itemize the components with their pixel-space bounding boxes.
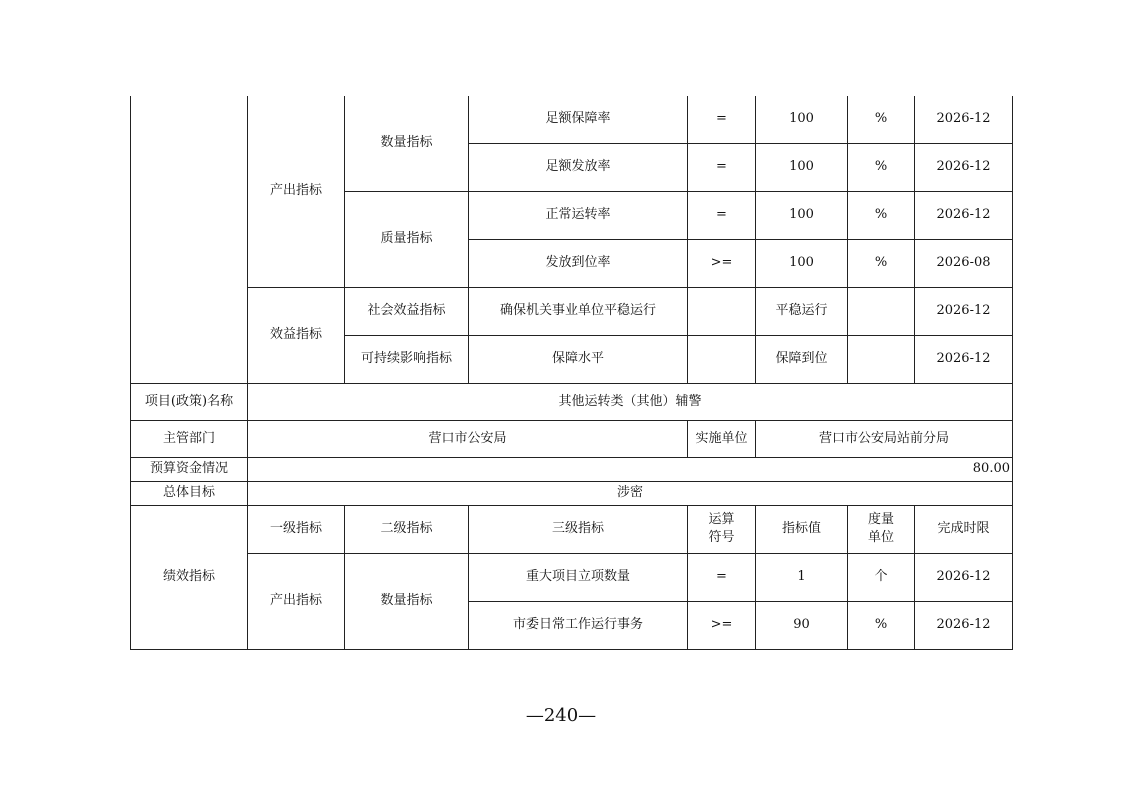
benefit-indicator-cell: 效益指标	[248, 287, 345, 383]
dept-value: 营口市公安局	[248, 420, 688, 457]
quantity-indicator-cell: 数量指标	[345, 553, 469, 649]
perf-label: 绩效指标	[131, 505, 248, 649]
header-level3: 三级指标	[469, 505, 688, 553]
operator: =	[688, 191, 756, 239]
budget-label: 预算资金情况	[131, 457, 248, 481]
deadline: 2026-12	[915, 143, 1013, 191]
indicator-value: 100	[756, 143, 848, 191]
social-benefit-cell: 社会效益指标	[345, 287, 469, 335]
operator	[688, 335, 756, 383]
unit: %	[848, 143, 915, 191]
unit: %	[848, 601, 915, 649]
deadline: 2026-12	[915, 335, 1013, 383]
header-unit: 度量 单位	[848, 505, 915, 553]
unit	[848, 287, 915, 335]
operator: =	[688, 96, 756, 143]
indicator-value: 1	[756, 553, 848, 601]
impl-label: 实施单位	[688, 420, 756, 457]
operator: =	[688, 553, 756, 601]
deadline: 2026-12	[915, 96, 1013, 143]
indicator-value: 保障到位	[756, 335, 848, 383]
indicator-value: 90	[756, 601, 848, 649]
third-indicator: 市委日常工作运行事务	[469, 601, 688, 649]
indicator-value: 100	[756, 96, 848, 143]
deadline: 2026-12	[915, 287, 1013, 335]
third-indicator: 重大项目立项数量	[469, 553, 688, 601]
unit: %	[848, 96, 915, 143]
deadline: 2026-12	[915, 191, 1013, 239]
deadline: 2026-12	[915, 601, 1013, 649]
deadline: 2026-12	[915, 553, 1013, 601]
third-indicator: 保障水平	[469, 335, 688, 383]
third-indicator: 发放到位率	[469, 239, 688, 287]
project-name-value: 其他运转类（其他）辅警	[248, 383, 1013, 420]
page-number: —240—	[525, 705, 597, 726]
third-indicator: 足额保障率	[469, 96, 688, 143]
project-name-label: 项目(政策)名称	[131, 383, 248, 420]
header-deadline: 完成时限	[915, 505, 1013, 553]
header-level1: 一级指标	[248, 505, 345, 553]
impl-value: 营口市公安局站前分局	[756, 420, 1013, 457]
unit: 个	[848, 553, 915, 601]
output-indicator-cell: 产出指标	[248, 553, 345, 649]
quantity-indicator-cell: 数量指标	[345, 96, 469, 191]
output-indicator-cell: 产出指标	[248, 96, 345, 287]
goal-label: 总体目标	[131, 481, 248, 505]
unit: %	[848, 239, 915, 287]
goal-value: 涉密	[248, 481, 1013, 505]
deadline: 2026-08	[915, 239, 1013, 287]
indicator-value: 100	[756, 239, 848, 287]
indicator-value: 100	[756, 191, 848, 239]
third-indicator: 正常运转率	[469, 191, 688, 239]
header-level2: 二级指标	[345, 505, 469, 553]
operator: >=	[688, 601, 756, 649]
performance-table	[130, 96, 1013, 650]
blank-continuation-cell	[131, 96, 248, 383]
budget-value: 80.00	[248, 457, 1013, 481]
quality-indicator-cell: 质量指标	[345, 191, 469, 287]
third-indicator: 确保机关事业单位平稳运行	[469, 287, 688, 335]
third-indicator: 足额发放率	[469, 143, 688, 191]
operator: =	[688, 143, 756, 191]
header-value: 指标值	[756, 505, 848, 553]
indicator-value: 平稳运行	[756, 287, 848, 335]
unit: %	[848, 191, 915, 239]
header-operator: 运算 符号	[688, 505, 756, 553]
sustainable-impact-cell: 可持续影响指标	[345, 335, 469, 383]
unit	[848, 335, 915, 383]
operator	[688, 287, 756, 335]
operator: >=	[688, 239, 756, 287]
dept-label: 主管部门	[131, 420, 248, 457]
